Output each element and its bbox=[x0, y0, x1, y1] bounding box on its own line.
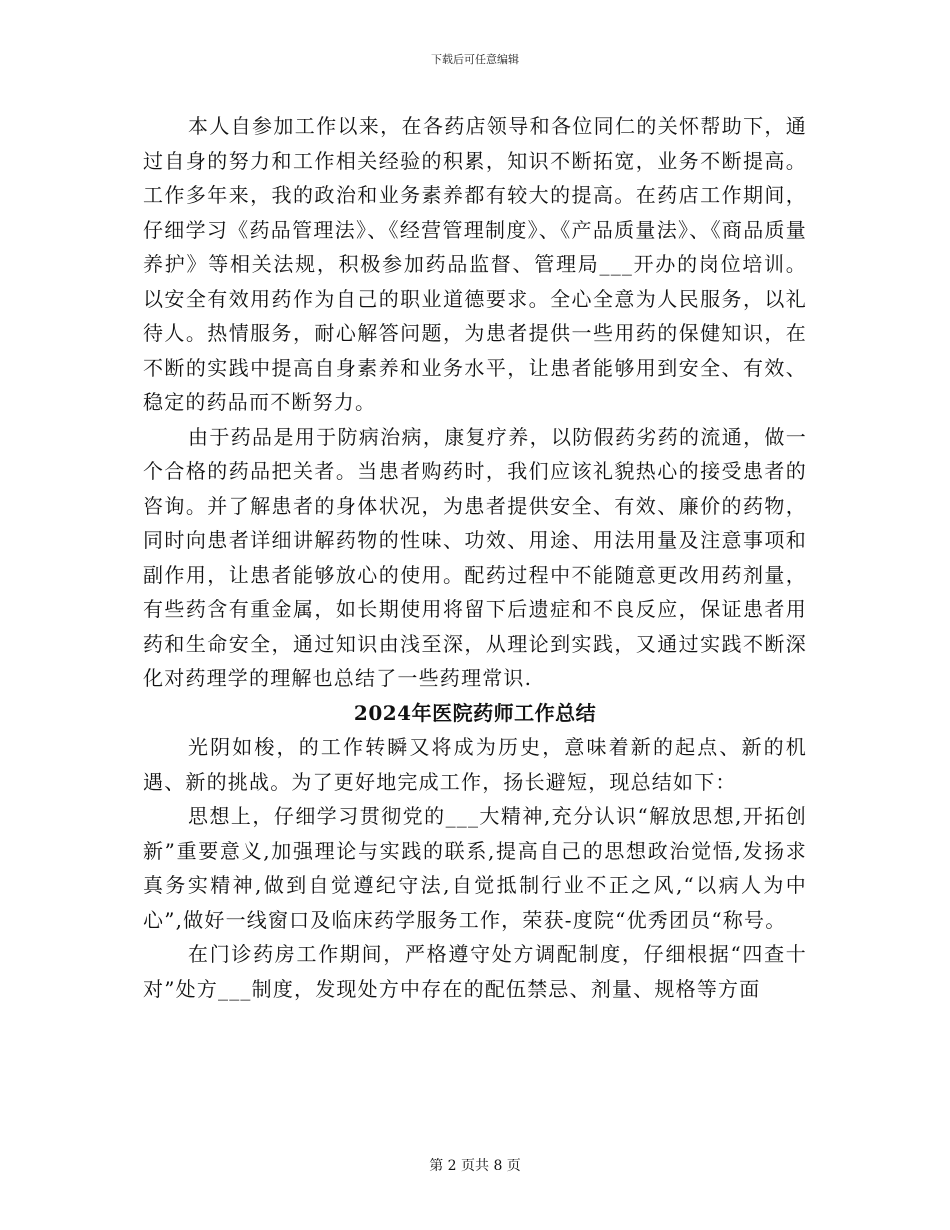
page-header-note: 下载后可任意编辑 bbox=[431, 53, 519, 66]
paragraph-work-experience: 本人自参加工作以来，在各药店领导和各位同仁的关怀帮助下，通过自身的努力和工作相关经验的积累，知识不断拓宽，业务不断提高。工作多年来，我的政治和业务素养都有较大的提高。在药店工作期间，仔细学习《药品管理法》、《经营管理制度》、《产品质量法》、《商品质量养护》等相关法规，积极参加药品监督、管理局___开办的岗位培训。以安全有效用药作为自己的职业道德要求。全心全意为人民服务，以礼待人。热情服务，耐心解答问题，为患者提供一些用药的保健知识，在不断的实践中提高自身素养和业务水平，让患者能够用到安全、有效、稳定的药品而不断努力。 bbox=[143, 114, 807, 414]
document-body bbox=[143, 109, 807, 1006]
page-number: 第 2 页共 8 页 bbox=[429, 1158, 521, 1174]
paragraph-ideology: 思想上，仔细学习贯彻党的___大精神,充分认识“解放思想,开拓创新”重要意义,加强理论与实践的联系,提高自己的思想政治觉悟,发扬求真务实精神,做到自觉遵纪守法,自觉抵制行业不正之风,“以病人为中心”,做好一线窗口及临床药学服务工作，荣获-度院“优秀团员“称号。 bbox=[143, 804, 807, 932]
paragraph-intro: 光阴如梭，的工作转瞬又将成为历史，意味着新的起点、新的机遇、新的挑战。为了更好地完成工作，扬长避短，现总结如下： bbox=[143, 735, 807, 794]
section-title: 2024年医院药师工作总结 bbox=[353, 700, 597, 725]
paragraph-drug-gatekeeper: 由于药品是用于防病治病，康复疗养，以防假药劣药的流通，做一个合格的药品把关者。当患者购药时，我们应该礼貌热心的接受患者的咨询。并了解患者的身体状况，为患者提供安全、有效、廉价的药物，同时向患者详细讲解药物的性味、功效、用途、用法用量及注意事项和副作用，让患者能够放心的使用。配药过程中不能随意更改用药剂量，有些药含有重金属，如长期使用将留下后遗症和不良反应，保证患者用药和生命安全，通过知识由浅至深，从理论到实践，又通过实践不断深化对药理学的理解也总结了一些药理常识. bbox=[143, 424, 807, 690]
paragraph-pharmacy-work: 在门诊药房工作期间，严格遵守处方调配制度，仔细根据“四查十对”处方___制度，发现处方中存在的配伍禁忌、剂量、规格等方面 bbox=[143, 942, 807, 1001]
